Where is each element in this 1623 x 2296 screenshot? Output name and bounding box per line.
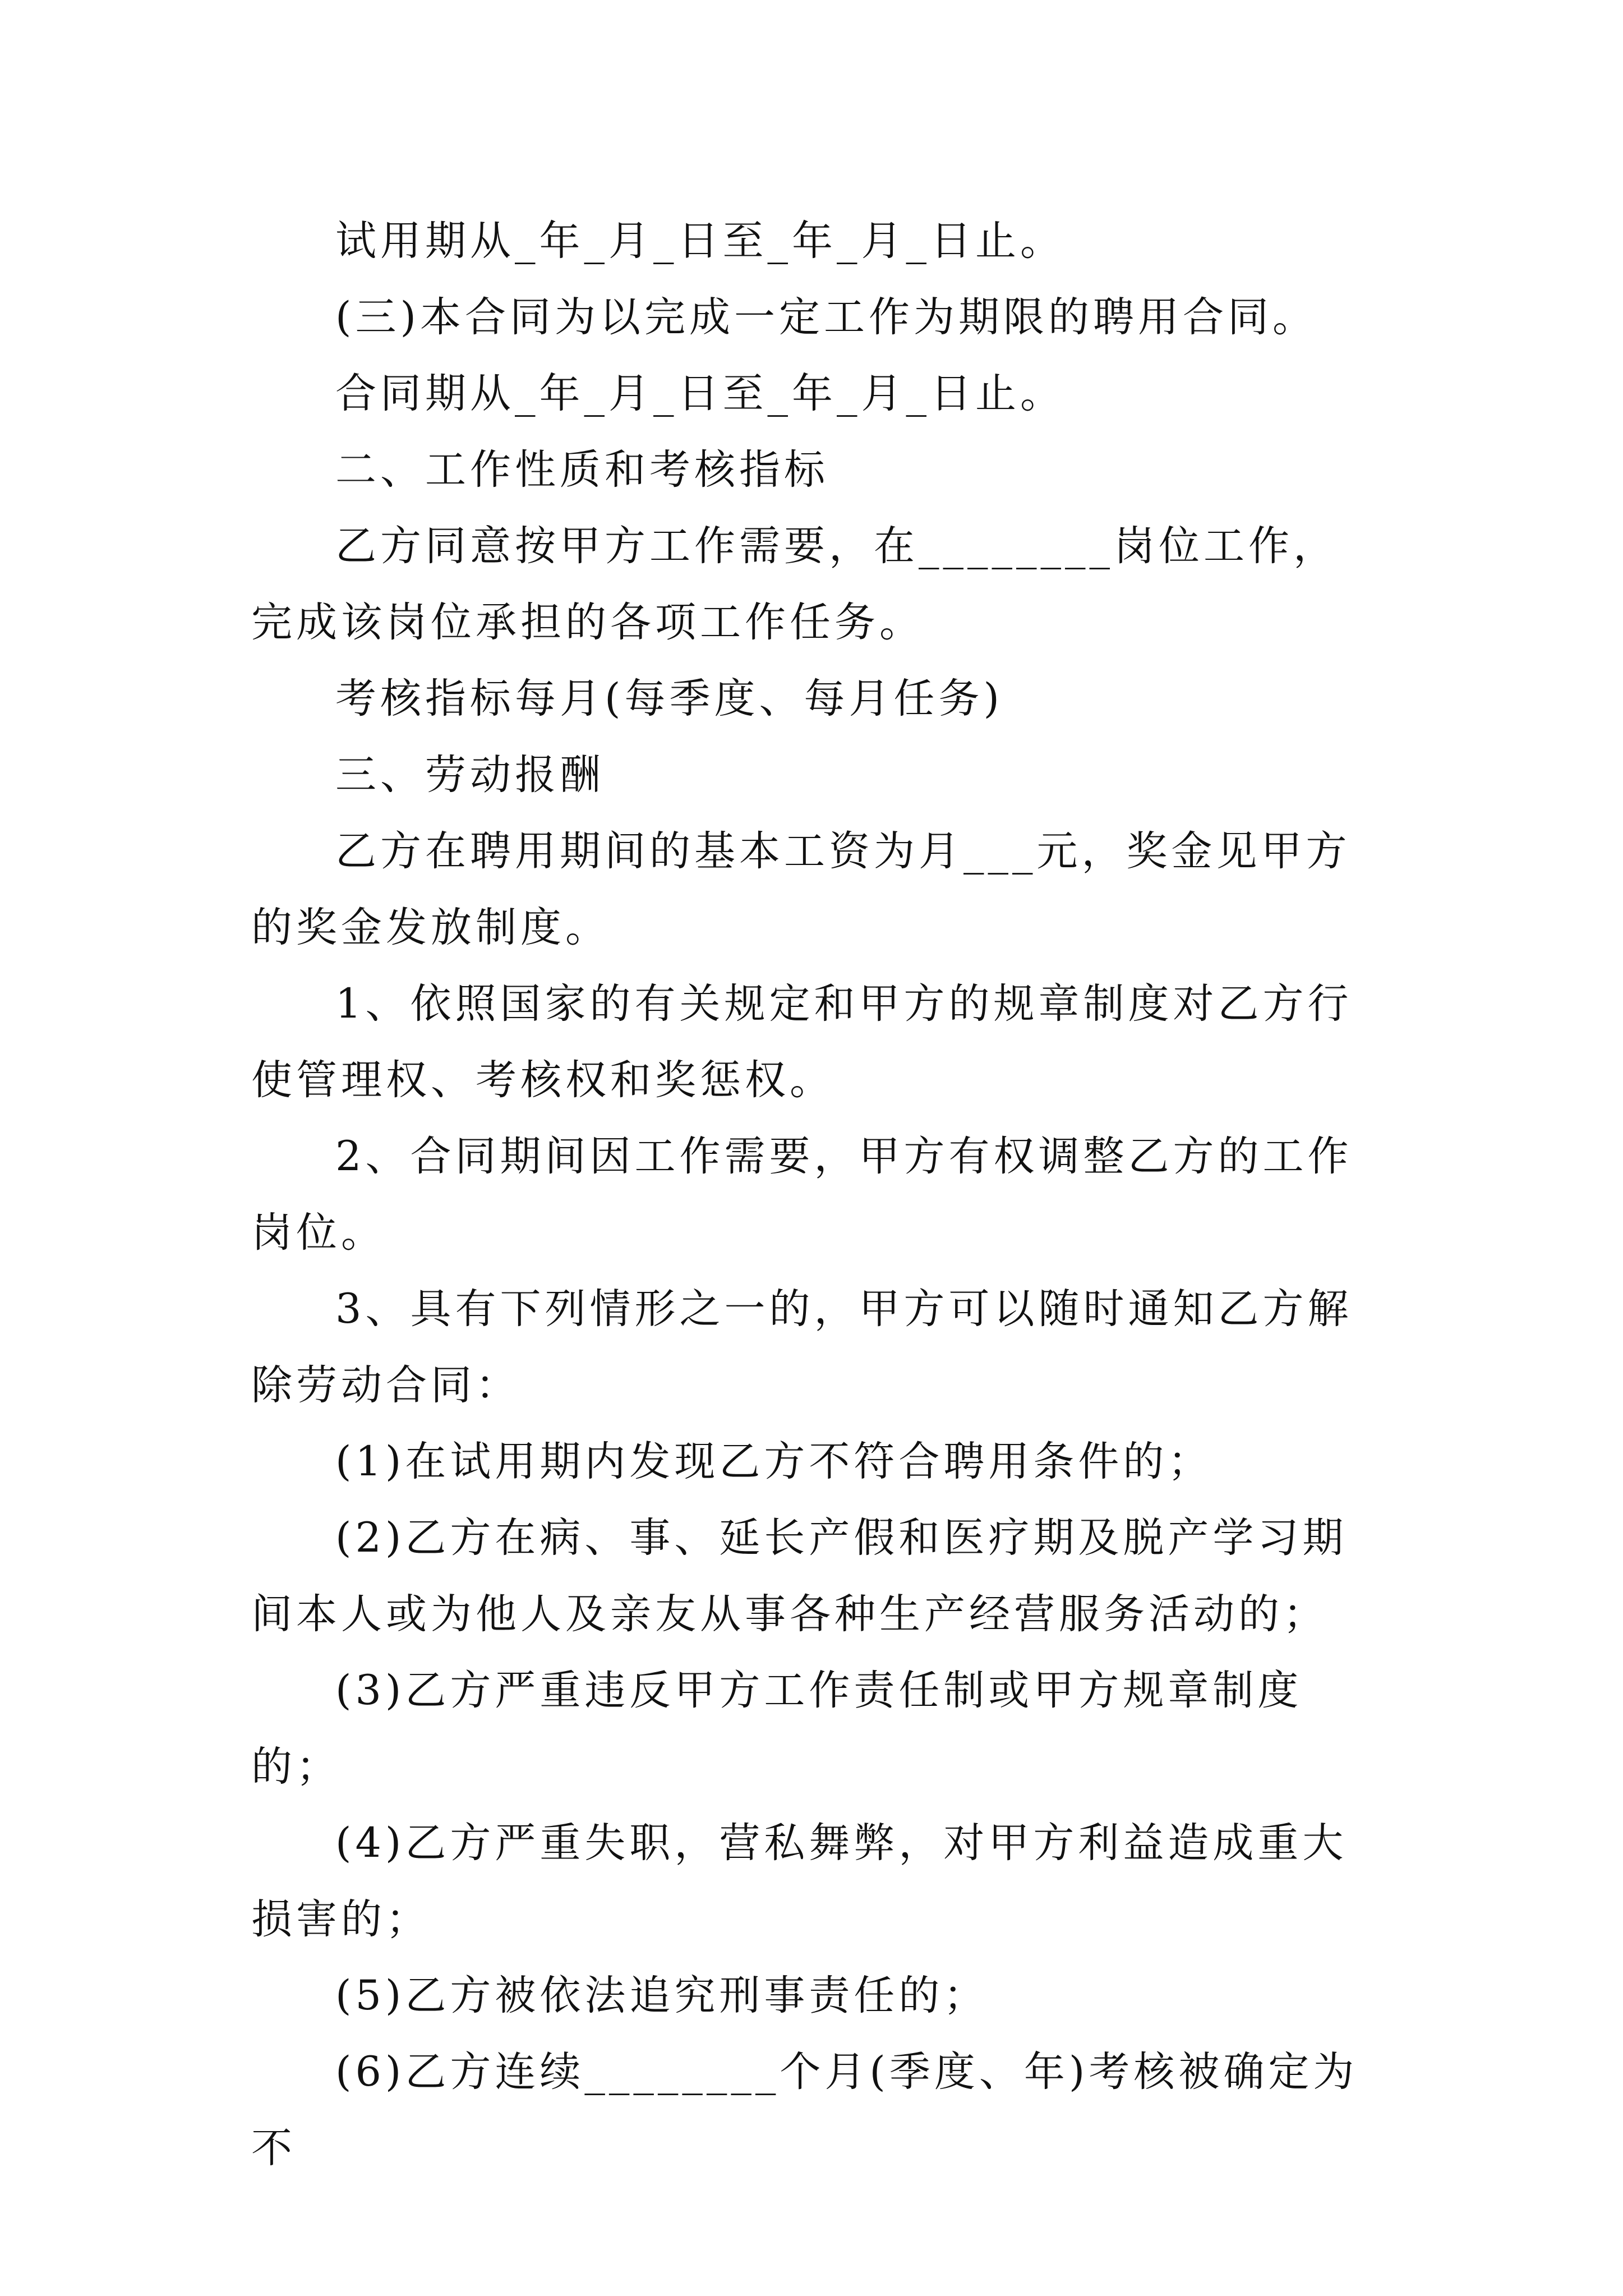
sub-item-6: (6)乙方连续________个月(季度、年)考核被确定为不 [251,2048,1358,2172]
paragraph-contract-period: 合同期从_年_月_日至_年_月_日止。 [335,370,1065,417]
list-item-1: 1、依照国家的有关规定和甲方的规章制度对乙方行使管理权、考核权和奖惩权。 [251,980,1353,1104]
sub-item-2: (2)乙方在病、事、延长产假和医疗期及脱产学习期间本人或为他人及亲友从事各种生产经营服务活动的； [251,1514,1348,1638]
sub-item-3: (3)乙方严重违反甲方工作责任制或甲方规章制度的； [251,1667,1303,1791]
paragraph-probation-period: 试用期从_年_月_日至_年_月_日止。 [335,217,1065,265]
paragraph-assessment-index: 考核指标每月(每季度、每月任务) [335,675,1003,723]
list-item-2: 2、合同期间因工作需要，甲方有权调整乙方的工作岗位。 [251,1133,1353,1257]
sub-item-5: (5)乙方被依法追究刑事责任的； [335,1972,989,2019]
section-heading-3: 三、劳动报酬 [335,751,605,799]
paragraph-contract-type-3: (三)本合同为以完成一定工作为期限的聘用合同。 [335,293,1317,341]
sub-item-1: (1)在试用期内发现乙方不符合聘用条件的； [335,1438,1213,1485]
paragraph-basic-salary: 乙方在聘用期间的基本工资为月___元，奖金见甲方的奖金发放制度。 [251,827,1351,951]
document-body [251,203,1377,2187]
list-item-3: 3、具有下列情形之一的，甲方可以随时通知乙方解除劳动合同： [251,1285,1353,1409]
sub-item-4: (4)乙方严重失职，营私舞弊，对甲方利益造成重大损害的； [251,1819,1348,1943]
paragraph-job-position: 乙方同意按甲方工作需要，在________岗位工作，完成该岗位承担的各项工作任务。 [251,522,1338,646]
section-heading-2: 二、工作性质和考核指标 [335,446,829,494]
